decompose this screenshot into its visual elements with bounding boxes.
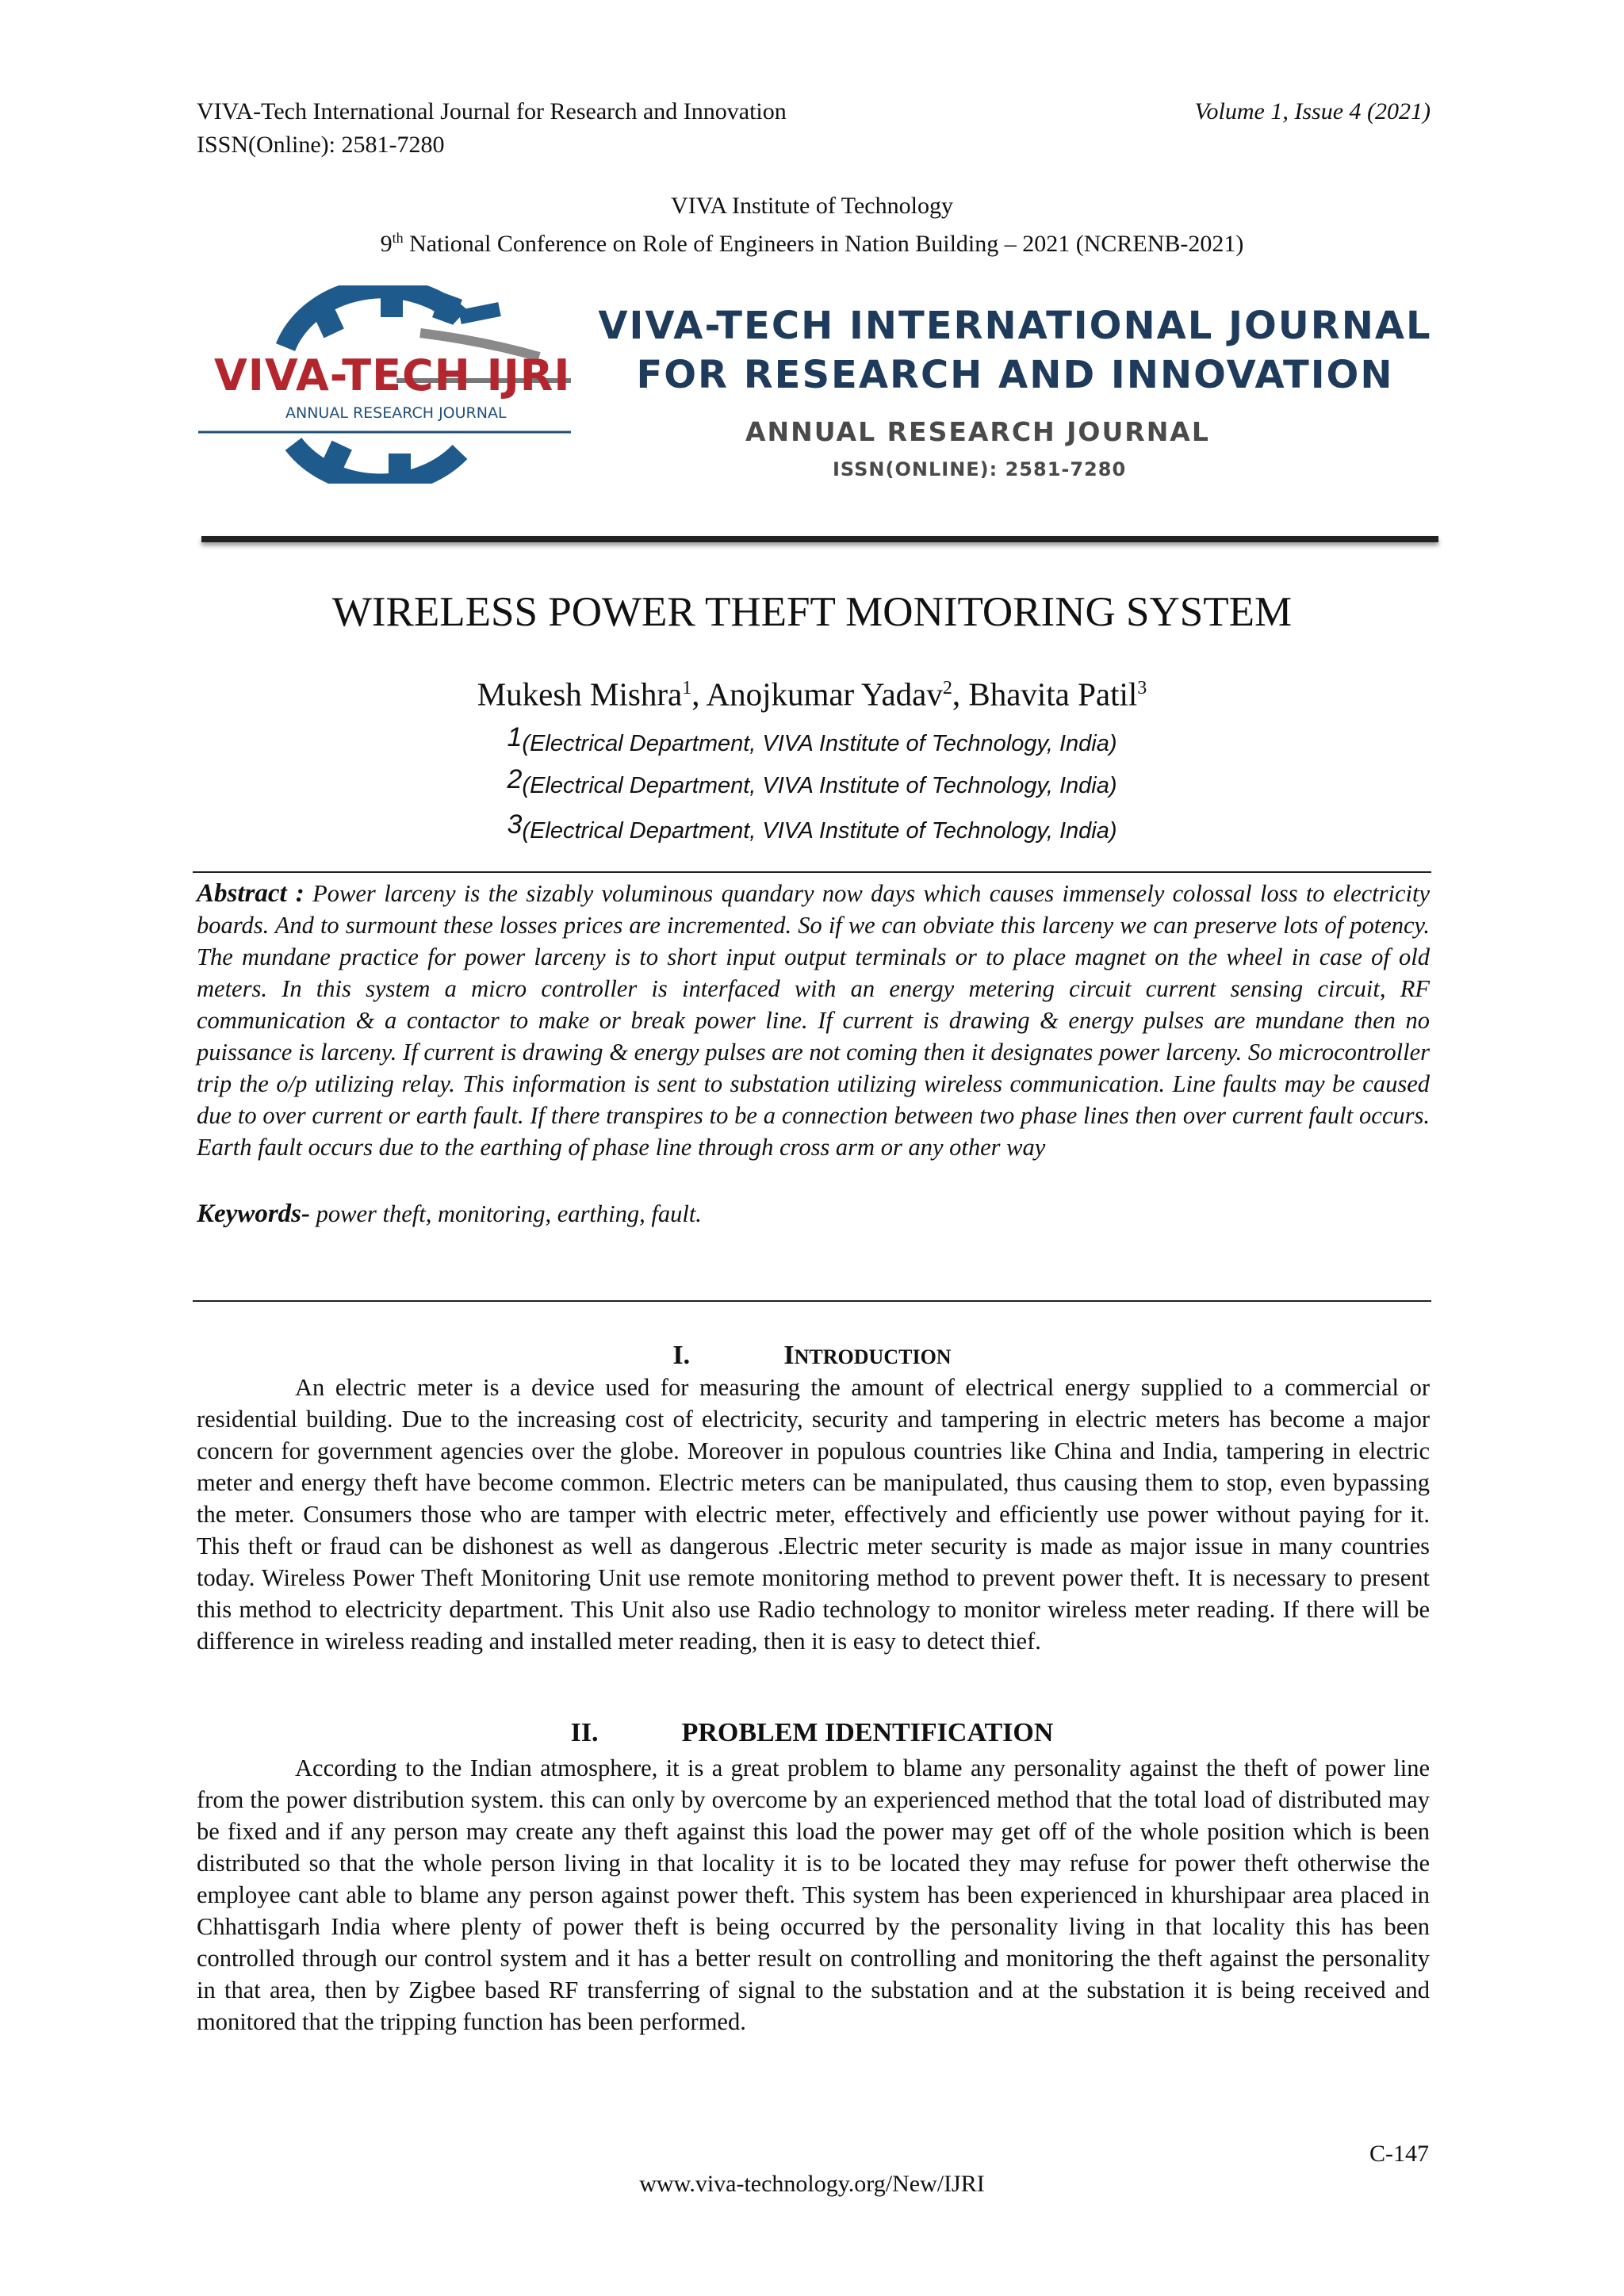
logo-subtext: ANNUAL RESEARCH JOURNAL bbox=[285, 404, 507, 422]
logo-text: VIVA-TECH IJRI bbox=[214, 350, 571, 400]
banner-journal-title: VIVA-TECH INTERNATIONAL JOURNAL FOR RESEARCH AND INNOVATION bbox=[598, 304, 1432, 397]
conference-name: 9th National Conference on Role of Engineers in Nation Building – 2021 (NCRENB-2021) bbox=[380, 230, 1244, 257]
page-number: C-147 bbox=[1369, 2141, 1429, 2167]
paper-title: WIRELESS POWER THEFT MONITORING SYSTEM bbox=[331, 589, 1293, 635]
conference-info bbox=[0, 190, 1624, 260]
journal-name: VIVA-Tech International Journal for Research and Innovation bbox=[197, 98, 787, 124]
abstract-bottom-rule bbox=[193, 1300, 1431, 1302]
banner-subtitle: ANNUAL RESEARCH JOURNAL bbox=[745, 416, 1210, 447]
affiliation-3: $^3$(Electrical Department, VIVA Institute of Technology, India) bbox=[507, 809, 1117, 844]
abstract bbox=[197, 878, 1430, 1163]
banner-divider bbox=[201, 536, 1438, 542]
footer-url: www.viva-technology.org/New/IJRI bbox=[639, 2171, 985, 2197]
affiliation-1: $^1$(Electrical Department, VIVA Institute of Technology, India) bbox=[507, 722, 1117, 756]
journal-issn: ISSN(Online): 2581-7280 bbox=[197, 132, 445, 158]
volume-issue: Volume 1, Issue 4 (2021) bbox=[1194, 98, 1431, 124]
abstract-label: Abstract : bbox=[197, 879, 304, 908]
running-header-left bbox=[197, 95, 787, 162]
keywords-label: Keywords- bbox=[197, 1200, 310, 1228]
introduction-text: An electric meter is a device used for measuring the amount of electrical energy supplied to a commercial or residential building. Due to the increasing cost of electricity, security and tampering in electric meters has become a major concern for government agencies over the globe. Moreover in populous countries like China and India, tampering in electric meter and energy theft have become common. Electric meters can be manipulated, thus causing them to stop, even bypassing the meter. Consumers those who are tamper with electric meter, effectively and efficiently use power without paying for it. This theft or fraud can be dishonest as well as dangerous .Electric meter security is made as major issue in many countries today. Wireless Power Theft Monitoring Unit use remote monitoring method to prevent power theft. It is necessary to present this method to electricity department. This Unit also use Radio technology to monitor wireless meter reading. If there will be difference in wireless reading and installed meter reading, then it is easy to detect thief. bbox=[197, 1374, 1430, 1655]
author-list: Mukesh Mishra$^1$, Anojkumar Yadav$^2$, Bhavita Patil$^3$ bbox=[477, 675, 1147, 713]
affiliation-2: $^2$(Electrical Department, VIVA Institute of Technology, India) bbox=[507, 764, 1117, 798]
institute-name: VIVA Institute of Technology bbox=[671, 193, 953, 219]
keywords bbox=[197, 1197, 702, 1230]
abstract-top-rule bbox=[193, 871, 1431, 873]
abstract-text: Power larceny is the sizably voluminous quandary now days which causes immensely colossal loss to electricity boards. And to surmount these losses prices are incremented. So if we can obviate this larceny we can preserve lots of potency. The mundane practice for power larceny is to short input output terminals or to place magnet on the wheel in case of old meters. In this system a micro controller is interfaced with an energy metering circuit current sensing circuit, RF communication & a contactor to make or break power line. If current is drawing & energy pulses are mundane then no puissance is larceny. If current is drawing & energy pulses are not coming then it designates power larceny. So microcontroller trip the o/p utilizing relay. This information is sent to substation utilizing wireless communication. Line faults may be caused due to over current or earth fault. If there transpires to be a connection between two phase lines then over current fault occurs. Earth fault occurs due to the earthing of phase line through cross arm or any other way bbox=[197, 880, 1430, 1161]
section-heading-problem-identification: II. PROBLEM IDENTIFICATION bbox=[570, 1718, 1054, 1747]
problem-identification-text: According to the Indian atmosphere, it is a great problem to blame any personality against the theft of power line from the power distribution system. this can only by overcome by an experienced method that the total load of distributed may be fixed and if any person may create any theft against this load the power may get off of the whole position which is been distributed so that the whole person living in that locality it is to be located they may refuse for power theft otherwise the employee cant able to blame any person against power theft. This system has been experienced in khurshipaar area placed in Chhattisgarh India where plenty of power theft is being occurred by the personality living in that locality this has been controlled through our control system and it has a better result on controlling and monitoring the theft against the personality in that area, then by Zigbee based RF transferring of signal to the substation and at the substation it is being received and monitored that the tripping function has been performed. bbox=[197, 1755, 1430, 2035]
journal-banner bbox=[198, 285, 1443, 492]
keywords-text: power theft, monitoring, earthing, fault. bbox=[310, 1200, 702, 1227]
banner-issn: ISSN(ONLINE): 2581-7280 bbox=[833, 458, 1127, 480]
section-heading-introduction: I. INTRODUCTION bbox=[672, 1341, 952, 1370]
